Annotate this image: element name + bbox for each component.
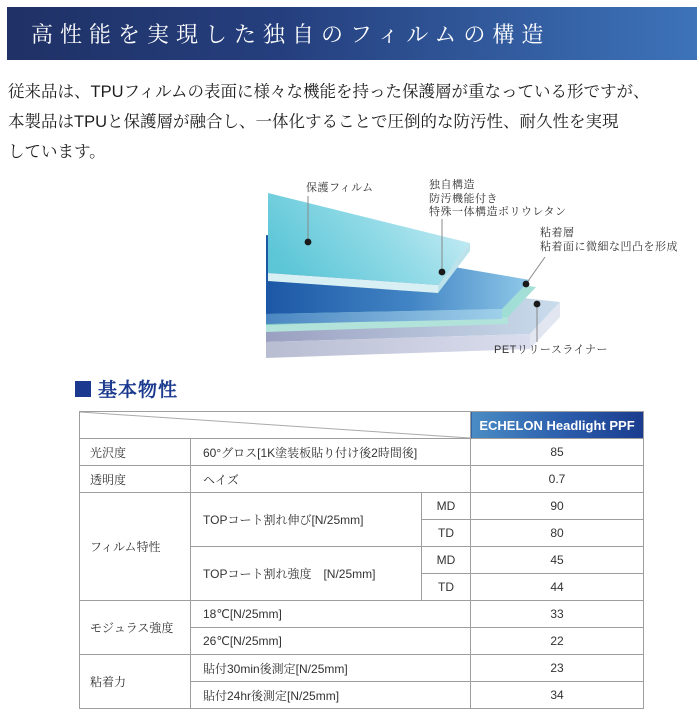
transparency-value-cell: 0.7: [471, 466, 644, 493]
modulus-property-cell: モジュラス強度: [80, 601, 191, 655]
label-unique-structure: [429, 179, 567, 220]
film-strength-md-value: 45: [471, 547, 644, 574]
gloss-property-cell: 光沢度: [80, 439, 191, 466]
gloss-test-cell: 60°グロス[1K塗装板貼り付け後2時間後]: [191, 439, 471, 466]
properties-table: [79, 411, 644, 709]
modulus-26c-value: 22: [471, 628, 644, 655]
intro-line-1: 従来品は、TPUフィルムの表面に様々な機能を持った保護層が重なっている形ですが、: [8, 83, 650, 101]
banner-title: 高性能を実現した独自のフィルムの構造: [31, 22, 551, 47]
label-unique-structure-line3: 特殊一体構造ポリウレタン: [429, 206, 567, 218]
label-unique-structure-line2: 防汚機能付き: [429, 192, 498, 205]
film-elongation-td-value: 80: [471, 520, 644, 547]
td-label-cell: TD: [422, 520, 471, 547]
label-adhesive-line2: 粘着面に微細な凹凸を形成: [540, 240, 678, 253]
basic-properties-heading-text: 基本物性: [98, 380, 179, 401]
label-unique-structure-line1: 独自構造: [429, 179, 475, 191]
transparency-property-cell: 透明度: [80, 466, 191, 493]
diagonal-header-cell: [80, 412, 471, 439]
heading-square-icon: [75, 381, 91, 397]
intro-paragraph: [8, 77, 696, 167]
transparency-test-cell: ヘイズ: [191, 466, 471, 493]
adhesion-property-cell: 粘着力: [80, 655, 191, 709]
table-row: [80, 466, 644, 493]
label-protective-film: 保護フィルム: [306, 182, 374, 194]
md-label-cell: MD: [422, 547, 471, 574]
table-header-row: [80, 412, 644, 439]
modulus-26c-test-cell: 26℃[N/25mm]: [191, 628, 471, 655]
table-row: [80, 601, 644, 628]
film-strength-test-cell: TOPコート割れ強度 [N/25mm]: [191, 547, 422, 601]
adhesion-30min-test-cell: 貼付30min後測定[N/25mm]: [191, 655, 471, 682]
film-property-cell: フィルム特性: [80, 493, 191, 601]
diagonal-line: [80, 412, 470, 438]
film-elongation-test-cell: TOPコート割れ伸び[N/25mm]: [191, 493, 422, 547]
table-row: [80, 439, 644, 466]
label-adhesive-line1: 粘着層: [540, 227, 575, 239]
modulus-18c-test-cell: 18℃[N/25mm]: [191, 601, 471, 628]
gloss-value-cell: 85: [471, 439, 644, 466]
intro-line-3: しています。: [8, 143, 106, 161]
intro-line-2: 本製品はTPUと保護層が融合し、一体化することで圧倒的な防汚性、耐久性を実現: [8, 113, 619, 131]
section-header-banner: [7, 7, 697, 60]
table-row: [80, 655, 644, 682]
basic-properties-heading: [75, 375, 178, 402]
film-strength-td-value: 44: [471, 574, 644, 601]
adhesion-24hr-value: 34: [471, 682, 644, 709]
table-row: [80, 493, 644, 520]
label-adhesive-layer: [540, 227, 678, 254]
adhesion-24hr-test-cell: 貼付24hr後測定[N/25mm]: [191, 682, 471, 709]
td-label-cell: TD: [422, 574, 471, 601]
film-elongation-md-value: 90: [471, 493, 644, 520]
adhesion-30min-value: 23: [471, 655, 644, 682]
md-label-cell: MD: [422, 493, 471, 520]
modulus-18c-value: 33: [471, 601, 644, 628]
film-structure-diagram: [240, 173, 700, 375]
label-pet-release-liner: PETリリースライナー: [494, 344, 609, 356]
product-header-cell: ECHELON Headlight PPF: [471, 412, 644, 439]
